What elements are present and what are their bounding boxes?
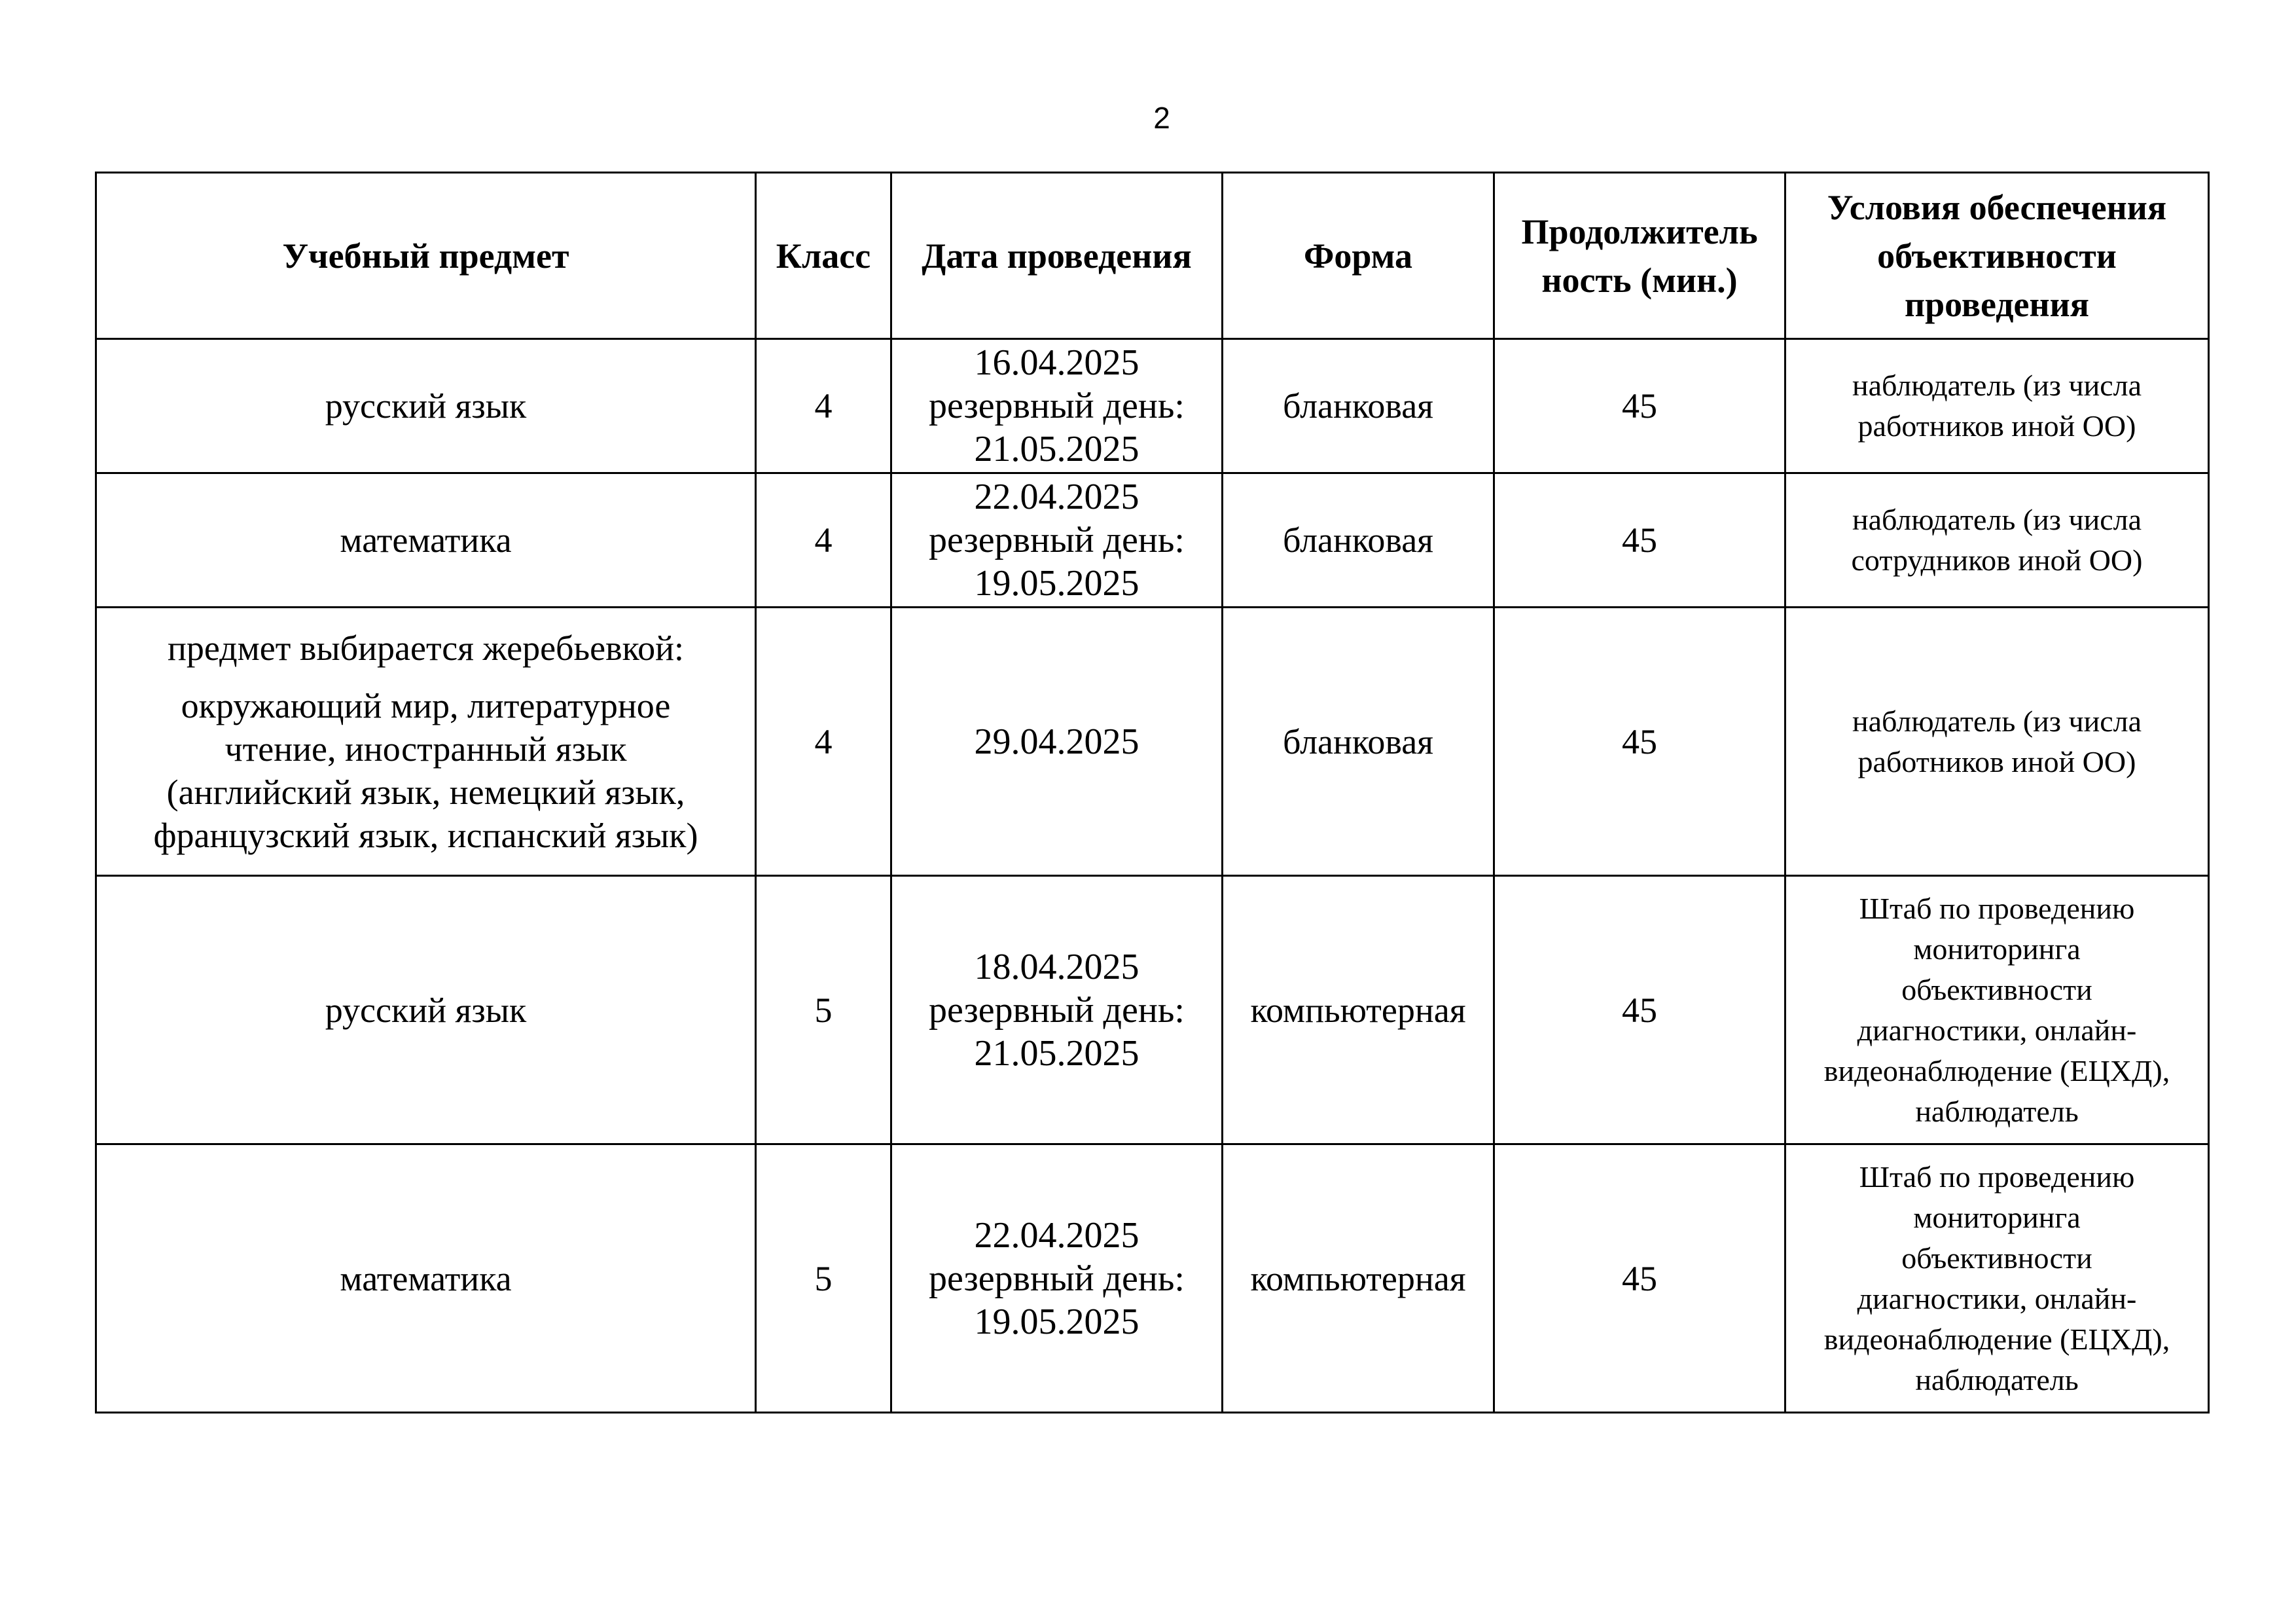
date-line: 19.05.2025 xyxy=(974,563,1139,604)
header-conditions-line: объективности xyxy=(1877,236,2117,276)
conditions-line: объективности xyxy=(1901,972,2092,1006)
conditions-line: Штаб по проведению xyxy=(1859,1159,2135,1194)
subject-option-line: (английский язык, немецкий язык, xyxy=(166,772,685,812)
cell-form: бланковая xyxy=(1223,608,1494,876)
table-row xyxy=(96,473,2209,608)
subject-line: русский язык xyxy=(325,386,527,426)
cell-conditions xyxy=(1785,339,2209,473)
table-row xyxy=(96,1144,2209,1413)
header-form: Форма xyxy=(1223,173,1494,339)
cell-date xyxy=(891,876,1223,1144)
subject-option-line: окружающий мир, литературное xyxy=(181,685,671,725)
conditions-line: диагностики, онлайн- xyxy=(1857,1281,2137,1315)
cell-duration: 45 xyxy=(1494,1144,1785,1413)
cell-subject xyxy=(96,1144,756,1413)
cell-date xyxy=(891,339,1223,473)
conditions-line: объективности xyxy=(1901,1241,2092,1275)
header-conditions xyxy=(1785,173,2209,339)
conditions-line: наблюдатель (из числа xyxy=(1852,704,2142,738)
cell-form: бланковая xyxy=(1223,339,1494,473)
cell-duration: 45 xyxy=(1494,339,1785,473)
cell-form: компьютерная xyxy=(1223,1144,1494,1413)
cell-date xyxy=(891,608,1223,876)
header-date: Дата проведения xyxy=(891,173,1223,339)
subject-line: предмет выбирается жеребьевкой: xyxy=(167,628,684,668)
cell-class: 4 xyxy=(756,339,891,473)
conditions-line: работников иной ОО) xyxy=(1857,744,2136,778)
cell-subject xyxy=(96,876,756,1144)
conditions-line: диагностики, онлайн- xyxy=(1857,1013,2137,1047)
conditions-line: Штаб по проведению xyxy=(1859,891,2135,925)
page-number: 2 xyxy=(1153,101,1170,135)
cell-class: 5 xyxy=(756,876,891,1144)
subject-option-line: французский язык, испанский язык) xyxy=(153,815,698,855)
date-line: 29.04.2025 xyxy=(974,721,1139,762)
header-conditions-line: проведения xyxy=(1905,284,2089,324)
header-subject: Учебный предмет xyxy=(96,173,756,339)
cell-duration: 45 xyxy=(1494,608,1785,876)
conditions-line: сотрудников иной ОО) xyxy=(1851,543,2143,577)
table-row xyxy=(96,339,2209,473)
conditions-line: видеонаблюдение (ЕЦХД), xyxy=(1823,1053,2170,1087)
subject-option-line: чтение, иностранный язык xyxy=(224,729,627,769)
cell-subject xyxy=(96,473,756,608)
cell-conditions xyxy=(1785,608,2209,876)
header-duration-line: Продолжитель xyxy=(1521,211,1758,251)
date-line: 19.05.2025 xyxy=(974,1301,1139,1342)
cell-date xyxy=(891,1144,1223,1413)
header-duration xyxy=(1494,173,1785,339)
table-row xyxy=(96,608,2209,876)
date-line: 21.05.2025 xyxy=(974,429,1139,469)
cell-duration: 45 xyxy=(1494,876,1785,1144)
cell-class: 4 xyxy=(756,608,891,876)
cell-conditions xyxy=(1785,876,2209,1144)
header-conditions-line: Условия обеспечения xyxy=(1827,187,2167,227)
conditions-line: мониторинга xyxy=(1913,932,2081,966)
cell-duration: 45 xyxy=(1494,473,1785,608)
date-line: резервный день: xyxy=(929,520,1185,560)
cell-conditions xyxy=(1785,1144,2209,1413)
cell-subject xyxy=(96,608,756,876)
cell-class: 4 xyxy=(756,473,891,608)
subject-line: русский язык xyxy=(325,990,527,1030)
cell-conditions xyxy=(1785,473,2209,608)
cell-subject xyxy=(96,339,756,473)
date-line: 22.04.2025 xyxy=(974,1214,1139,1256)
date-line: резервный день: xyxy=(929,1258,1185,1299)
conditions-line: видеонаблюдение (ЕЦХД), xyxy=(1823,1322,2170,1356)
header-class: Класс xyxy=(756,173,891,339)
date-line: 21.05.2025 xyxy=(974,1032,1139,1074)
subject-options xyxy=(102,684,749,857)
cell-date xyxy=(891,473,1223,608)
conditions-line: наблюдатель (из числа xyxy=(1852,503,2142,536)
date-line: резервный день: xyxy=(929,386,1185,426)
conditions-line: наблюдатель xyxy=(1915,1362,2079,1396)
table-header-row xyxy=(96,173,2209,339)
conditions-line: наблюдатель (из числа xyxy=(1852,369,2142,402)
assessment-schedule-table xyxy=(95,172,2210,1413)
date-line: 16.04.2025 xyxy=(974,342,1139,383)
cell-class: 5 xyxy=(756,1144,891,1413)
cell-form: бланковая xyxy=(1223,473,1494,608)
table-row xyxy=(96,876,2209,1144)
cell-form: компьютерная xyxy=(1223,876,1494,1144)
subject-line: математика xyxy=(340,520,512,560)
date-line: 22.04.2025 xyxy=(974,477,1139,517)
conditions-line: наблюдатель xyxy=(1915,1094,2079,1128)
conditions-line: работников иной ОО) xyxy=(1857,409,2136,443)
date-line: резервный день: xyxy=(929,989,1185,1030)
date-line: 18.04.2025 xyxy=(974,946,1139,987)
conditions-line: мониторинга xyxy=(1913,1200,2081,1234)
header-duration-line: ность (мин.) xyxy=(1541,260,1738,300)
subject-line: математика xyxy=(340,1258,512,1298)
